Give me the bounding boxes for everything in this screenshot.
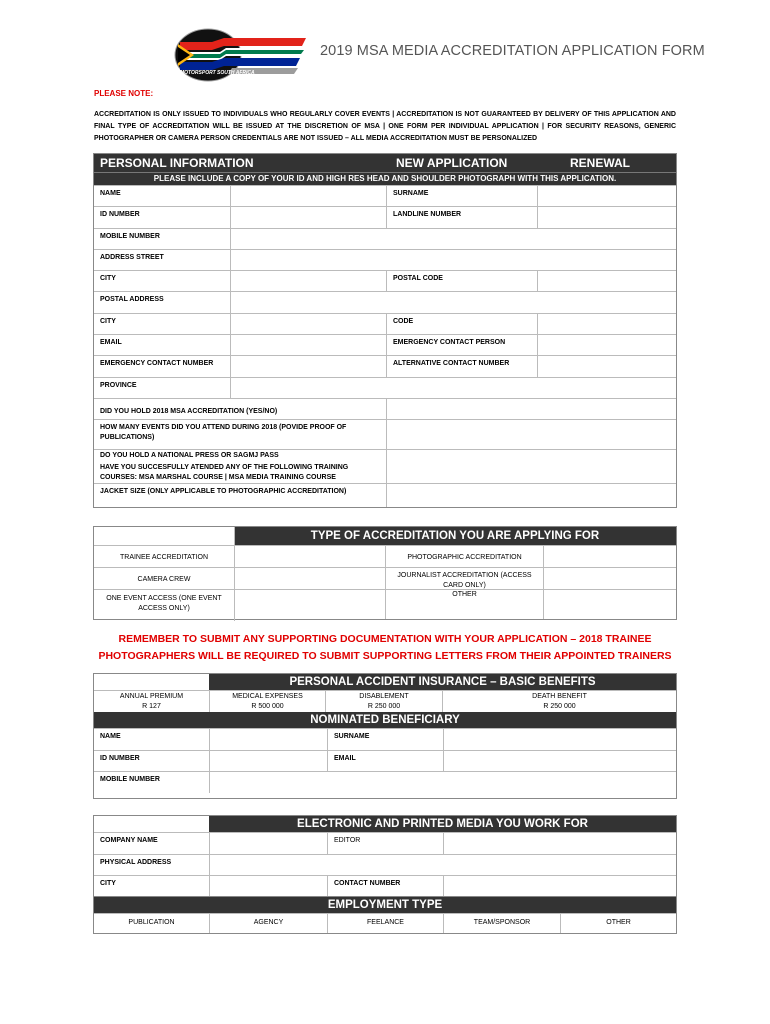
personal-input-field[interactable] [230,356,386,376]
question-label: JACKET SIZE (ONLY APPLICABLE TO PHOTOGRAPHIC ACCREDITATION) [100,487,347,495]
new-application-checkbox[interactable]: NEW APPLICATION [396,156,508,170]
medical-expenses-value: R 500 000 [251,703,284,710]
question-answer-field[interactable] [386,484,676,507]
postal-code-label: POSTAL CODE [386,271,537,291]
id-number-label: ID NUMBER [100,754,140,762]
beneficiary-input-field[interactable] [209,751,327,772]
personal-input-field[interactable] [230,314,386,334]
medical-expenses [209,691,325,712]
accreditation-row [94,545,676,567]
contact-number-label: CONTACT NUMBER [327,876,443,897]
insurance-section [93,673,677,799]
checkbox-camera-crew[interactable] [234,568,385,589]
personal-info-heading: PERSONAL INFORMATION [100,156,254,170]
personal-input-field[interactable] [230,250,676,270]
beneficiary-input-field[interactable] [209,729,327,750]
insurance-heading: PERSONAL ACCIDENT INSURANCE – BASIC BENEFITS [289,676,596,688]
address-street-label: ADDRESS STREET [100,253,164,261]
surname-label: SURNAME [327,729,443,750]
personal-input-field[interactable] [537,271,676,291]
beneficiary-row [94,750,676,772]
option-camera-crew[interactable]: CAMERA CREW [137,576,191,583]
question-row [94,419,676,449]
email-label: EMAIL [327,751,443,772]
beneficiary-row [94,771,676,793]
personal-input-field[interactable] [230,292,676,312]
media-row [94,832,676,854]
personal-input-field[interactable] [230,207,386,227]
personal-input-field[interactable] [537,356,676,376]
question-row [94,460,676,483]
personal-row [94,377,676,398]
option-other[interactable]: OTHER [385,590,543,619]
option-photographic-accreditation[interactable]: PHOTOGRAPHIC ACCREDITATION [385,546,543,567]
personal-row [94,185,676,206]
checkbox-one-event[interactable] [234,590,385,619]
province-label: PROVINCE [100,381,137,389]
employment-header: EMPLOYMENT TYPE [94,897,676,913]
landline-number-label: LANDLINE NUMBER [386,207,537,227]
employment-option-team-sponsor[interactable]: TEAM/SPONSOR [443,914,560,933]
personal-row [94,355,676,376]
city-label: CITY [100,317,116,325]
personal-row [94,291,676,312]
personal-input-field[interactable] [230,186,386,206]
personal-input-field[interactable] [537,335,676,355]
media-input-field[interactable] [443,833,676,854]
accreditation-heading: TYPE OF ACCREDITATION YOU ARE APPLYING FOR [310,530,600,542]
question-row [94,449,676,460]
personal-input-field[interactable] [230,229,676,249]
mobile-number-label: MOBILE NUMBER [100,232,160,240]
personal-input-field[interactable] [537,186,676,206]
personal-header-bar [94,154,676,172]
personal-input-field[interactable] [230,378,676,398]
annual-premium-value: R 127 [142,703,161,710]
insurance-header [209,674,676,690]
option-one-event-access[interactable]: ONE EVENT ACCESS (ONE EVENT ACCESS ONLY) [106,595,222,612]
personal-row [94,206,676,227]
personal-row [94,313,676,334]
editor-label: EDITOR [327,833,443,854]
media-row [94,854,676,876]
employment-option-feelance[interactable]: FEELANCE [327,914,443,933]
city-label: CITY [100,880,116,887]
checkbox-other[interactable] [543,590,676,619]
beneficiary-input-field[interactable] [443,751,676,772]
question-label: HOW MANY EVENTS DID YOU ATTEND DURING 2018 (POVIDE PROOF OF PUBLICATIONS) [100,423,347,441]
media-row [94,875,676,897]
postal-address-label: POSTAL ADDRESS [100,296,164,304]
media-input-field[interactable] [209,855,676,876]
beneficiary-input-field[interactable] [443,729,676,750]
employment-option-agency[interactable]: AGENCY [209,914,327,933]
accreditation-header [234,527,676,545]
media-heading: ELECTRONIC AND PRINTED MEDIA YOU WORK FOR [297,818,588,830]
media-header [209,816,676,832]
personal-row [94,249,676,270]
accreditation-section [93,526,677,620]
media-input-field[interactable] [209,833,327,854]
question-label: DO YOU HOLD A NATIONAL PRESS OR SAGMJ PASS [100,451,279,459]
death-benefit [442,691,676,712]
beneficiary-row [94,728,676,750]
beneficiary-input-field[interactable] [209,772,676,793]
employment-options-row [94,913,676,933]
option-journalist-accreditation[interactable]: JOURNALIST ACCREDITATION (ACCESS CARD ONLY) [385,568,543,589]
msa-logo [172,26,306,84]
checkbox-journalist[interactable] [543,568,676,589]
reminder-notice: REMEMBER TO SUBMIT ANY SUPPORTING DOCUMENTATION WITH YOUR APPLICATION – 2018 TRAINEE PHOTOGRAPHERS WILL BE REQUIRED TO SUBMIT SUPPORTING LETTERS FROM THEIR APPOINTED TRAINERS [98,633,672,662]
alternative-contact-number-label: ALTERNATIVE CONTACT NUMBER [386,356,537,376]
insurance-benefits-row [94,690,676,712]
personal-input-field[interactable] [537,207,676,227]
question-answer-field[interactable] [386,450,676,460]
disablement-label: DISABLEMENT [359,693,409,700]
emergency-contact-person-label: EMERGENCY CONTACT PERSON [386,335,537,355]
accreditation-row [94,589,676,619]
personal-subheader: PLEASE INCLUDE A COPY OF YOUR ID AND HIGH RES HEAD AND SHOULDER PHOTOGRAPH WITH THIS APPLICATION. [94,172,676,185]
form-title: 2019 MSA MEDIA ACCREDITATION APPLICATION FORM [320,43,705,59]
mobile-number-label: MOBILE NUMBER [100,776,160,783]
employment-section [93,896,677,934]
media-input-field[interactable] [443,876,676,897]
name-label: NAME [100,190,121,197]
code-label: CODE [386,314,537,334]
email-label: EMAIL [100,339,122,347]
emergency-contact-number-label: EMERGENCY CONTACT NUMBER [100,360,214,368]
personal-row [94,334,676,355]
checkbox-photographic[interactable] [543,546,676,567]
id-number-label: ID NUMBER [100,211,140,219]
checkbox-trainee[interactable] [234,546,385,567]
personal-row [94,270,676,291]
company-name-label: COMPANY NAME [100,837,158,844]
note-heading: PLEASE NOTE: [94,89,154,98]
employment-option-publication[interactable]: PUBLICATION [128,919,175,926]
disablement [325,691,442,712]
question-row [94,398,676,419]
question-row [94,483,676,507]
note-body: ACCREDITATION IS ONLY ISSUED TO INDIVIDUALS WHO REGULARLY COVER EVENTS | ACCREDITATION IS NOT GUARANTEED BY DELIVERY OF THIS APPLICATION AND FINAL TYPE OF ACCREDITATION WILL BE ISSUED AT THE DISCRETION OF MSA | ONE FORM PER INDIVIDUAL APPLICATION | FOR SECURITY REASONS, GENERIC PHOTOGRAPHER OR CAMERA PERSON CREDENTIALS ARE NOT ISSUED – ALL MEDIA ACCREDITATION MUST BE PERSONALIZED [94,111,676,142]
question-answer-field[interactable] [386,399,676,419]
personal-input-field[interactable] [230,271,386,291]
option-trainee-accreditation[interactable]: TRAINEE ACCREDITATION [119,554,209,561]
media-section [93,815,677,897]
question-label: DID YOU HOLD 2018 MSA ACCREDITATION (YES/NO) [100,407,278,415]
annual-premium [94,691,209,712]
surname-label: SURNAME [386,186,537,206]
media-input-field[interactable] [209,876,327,897]
city-label: CITY [100,275,116,283]
personal-input-field[interactable] [537,314,676,334]
death-benefit-value: R 250 000 [543,703,576,710]
medical-expenses-label: MEDICAL EXPENSES [232,693,303,700]
question-answer-field[interactable] [386,420,676,449]
beneficiary-header: NOMINATED BENEFICIARY [94,712,676,728]
disablement-value: R 250 000 [367,703,401,710]
logo-text: MOTORSPORT SOUTH AFRICA [180,70,255,76]
physical-address-label: PHYSICAL ADDRESS [100,858,172,866]
name-label: NAME [100,733,121,740]
personal-input-field[interactable] [230,335,386,355]
accreditation-row [94,567,676,589]
renewal-checkbox[interactable]: RENEWAL [570,156,630,170]
annual-premium-label: ANNUAL PREMIUM [119,693,184,700]
personal-information-section [93,153,677,508]
death-benefit-label: DEATH BENEFIT [532,693,587,700]
personal-row [94,228,676,249]
question-label: HAVE YOU SUCCESFULLY ATENDED ANY OF THE FOLLOWING TRAINING COURSES: MSA MARSHAL COURSE | MSA MEDIA TRAINING COURSE [100,463,349,481]
question-answer-field[interactable] [386,460,676,483]
employment-option-other[interactable]: OTHER [560,914,676,933]
